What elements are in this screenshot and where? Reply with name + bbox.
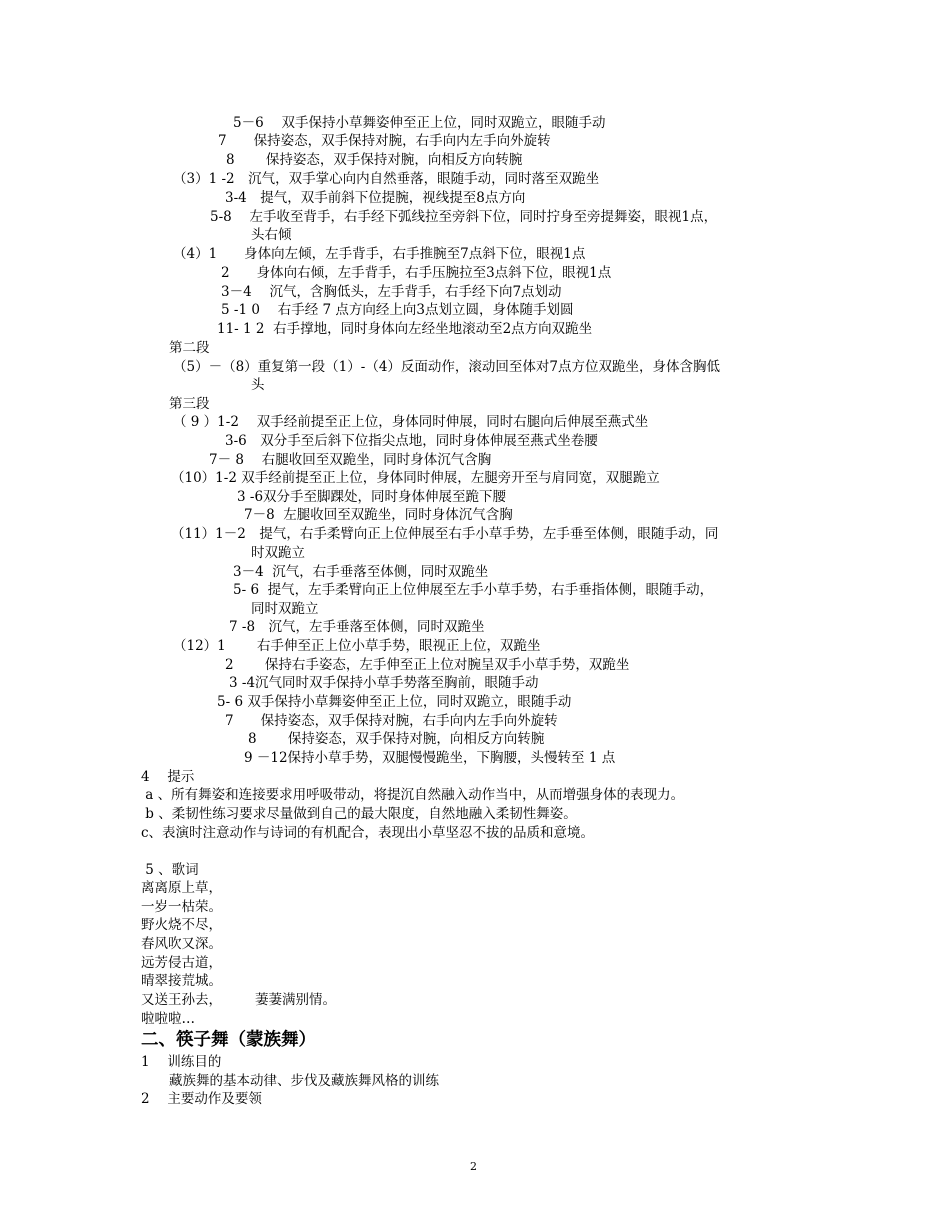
page-number: 2 xyxy=(470,1160,477,1173)
section-label: 4 提示 xyxy=(141,769,195,785)
text-line: 5 -1 0 右手经 7 点方向经上向3点划立圆，身体随手划圆 xyxy=(221,302,574,318)
text-line: 8 保持姿态，双手保持对腕，向相反方向转腕 xyxy=(226,152,523,168)
lyric-line: 啦啦啦… xyxy=(141,1011,195,1027)
text-line: （3）1 -2 沉气，双手掌心向内自然垂落，眼随手动，同时落至双跪坐 xyxy=(173,171,600,187)
section-heading: 二、筷子舞（蒙族舞） xyxy=(141,1030,316,1050)
text-line: 3-4 提气，双手前斜下位提腕，视线提至8点方向 xyxy=(225,190,526,206)
lyric-line: 远芳侵古道， xyxy=(141,955,222,971)
text-line: （5）－（8）重复第一段（1）-（4）反面动作，滚动回至体对7点方位双跪坐，身体含胸低 xyxy=(173,359,721,375)
text-line: c、表演时注意动作与诗词的有机配合，表现出小草坚忍不拔的品质和意境。 xyxy=(141,825,595,841)
text-line: （10）1-2 双手经前提至正上位，身体同时伸展，左腿旁开至与肩同宽，双腿跪立 xyxy=(171,470,660,486)
text-line: 3 -4沉气同时双手保持小草手势落至胸前，眼随手动 xyxy=(229,675,539,691)
text-line: 11- 1 2 右手撑地，同时身体向左经坐地滚动至2点方向双跪坐 xyxy=(217,321,593,337)
text-line: a 、所有舞姿和连接要求用呼吸带动，将提沉自然融入动作当中，从而增强身体的表现力。 xyxy=(141,787,685,803)
lyric-line: 春风吹又深。 xyxy=(141,936,222,952)
text-line: 2 身体向右倾，左手背手，右手压腕拉至3点斜下位，眼视1点 xyxy=(221,265,612,281)
text-line: 头 xyxy=(251,377,265,393)
text-line: （11）1－2 提气，右手柔臂向正上位伸展至右手小草手势，左手垂至体侧，眼随手动，同 xyxy=(171,526,719,542)
text-line: 7 保持姿态，双手保持对腕，右手向内左手向外旋转 xyxy=(225,713,558,729)
section-label: 第三段 xyxy=(169,396,210,412)
text-line: 5- 6 双手保持小草舞姿伸至正上位，同时双跪立，眼随手动 xyxy=(217,694,572,710)
text-line: 7－8 左腿收回至双跪坐，同时身体沉气含胸 xyxy=(244,507,513,523)
text-line: 7 保持姿态，双手保持对腕，右手向内左手向外旋转 xyxy=(218,133,551,149)
text-line: 3 -6双分手至脚踝处，同时身体伸展至跪下腰 xyxy=(237,489,507,505)
text-line: 头右倾 xyxy=(251,227,292,243)
lyric-line: 野火烧不尽， xyxy=(141,917,222,933)
text-line: 5－6 双手保持小草舞姿伸至正上位，同时双跪立，眼随手动 xyxy=(233,115,606,131)
lyric-line: 晴翠接荒城。 xyxy=(141,973,222,989)
text-line: 5-8 左手收至背手，右手经下弧线拉至旁斜下位，同时拧身至旁提舞姿，眼视1点， xyxy=(210,209,718,225)
lyric-line: 又送王孙去， xyxy=(141,992,222,1008)
text-line: 3－4 沉气，右手垂落至体侧，同时双跪坐 xyxy=(233,564,489,580)
section-label: 1 训练目的 xyxy=(141,1054,222,1070)
text-line: （ 9 ）1-2 双手经前提至正上位，身体同时伸展，同时右腿向后伸展至燕式坐 xyxy=(173,414,649,430)
text-line: 同时双跪立 xyxy=(251,601,319,617)
text-line: 7 -8 沉气，左手垂落至体侧，同时双跪坐 xyxy=(229,619,485,635)
text-line: （4）1 身体向左倾，左手背手，右手推腕至7点斜下位，眼视1点 xyxy=(173,246,586,262)
text-line: 8 保持姿态，双手保持对腕，向相反方向转腕 xyxy=(248,731,545,747)
lyric-line: 萋萋满别情。 xyxy=(255,992,336,1008)
text-line: 藏族舞的基本动律、步伐及藏族舞风格的训练 xyxy=(169,1073,439,1089)
text-line: 5- 6 提气，左手柔臂向正上位伸展至左手小草手势，右手垂指体侧，眼随手动， xyxy=(233,582,714,598)
text-line: b 、柔韧性练习要求尽量做到自己的最大限度，自然地融入柔韧性舞姿。 xyxy=(141,806,577,822)
lyric-line: 离离原上草， xyxy=(141,880,222,896)
text-line: 2 保持右手姿态，左手伸至正上位对腕呈双手小草手势，双跪坐 xyxy=(225,657,630,673)
text-line: （12）1 右手伸至正上位小草手势，眼视正上位，双跪坐 xyxy=(173,638,541,654)
text-line: 9 －12保持小草手势，双腿慢慢跪坐，下胸腰，头慢转至 1 点 xyxy=(244,750,616,766)
text-line: 3-6 双分手至后斜下位指尖点地，同时身体伸展至燕式坐卷腰 xyxy=(225,433,598,449)
lyric-line: 一岁一枯荣。 xyxy=(141,899,222,915)
section-label: 第二段 xyxy=(169,340,210,356)
section-label: 2 主要动作及要领 xyxy=(141,1091,262,1107)
text-line: 7－ 8 右腿收回至双跪坐，同时身体沉气含胸 xyxy=(209,452,492,468)
text-line: 时双跪立 xyxy=(251,545,305,561)
text-line: 3－4 沉气，含胸低头，左手背手，右手经下向7点划动 xyxy=(221,284,562,300)
section-label: 5 、歌词 xyxy=(141,862,199,878)
